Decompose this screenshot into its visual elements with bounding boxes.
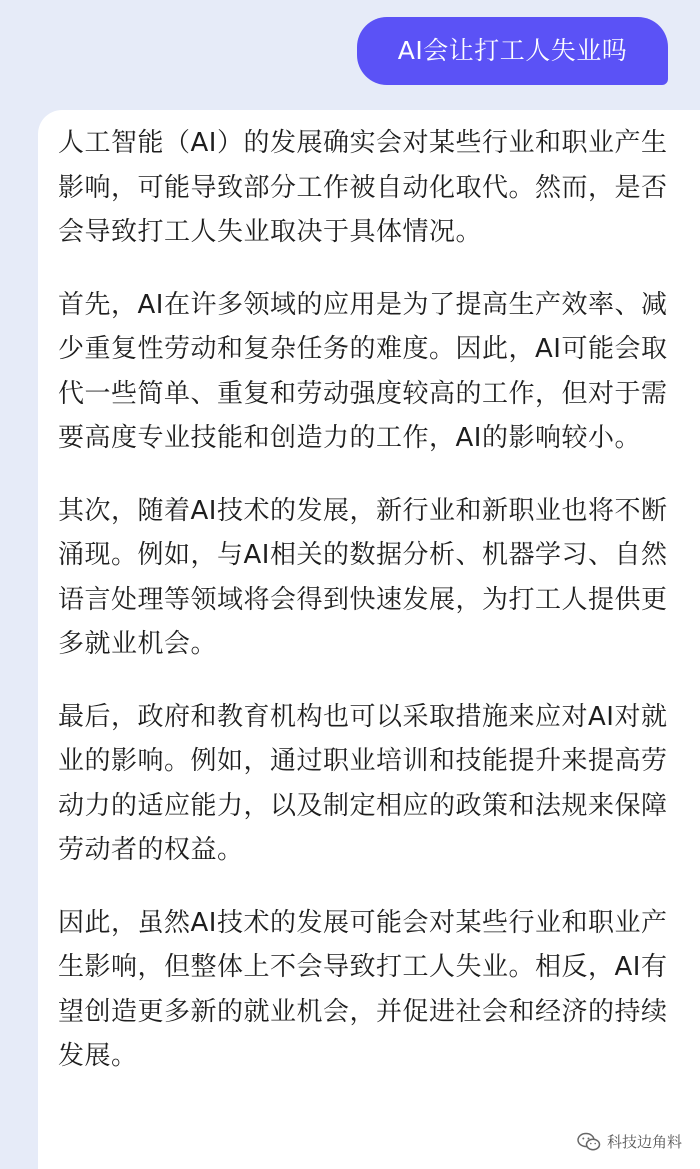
source-watermark-label: 科技边角料 xyxy=(606,1133,682,1151)
user-message-text: AI会让打工人失业吗 xyxy=(397,36,628,65)
reply-paragraph-5: 因此，虽然AI技术的发展可能会对某些行业和职业产生影响，但整体上不会导致打工人失业。相反，AI有望创造更多新的就业机会，并促进社会和经济的持续发展。 xyxy=(58,907,668,1071)
reply-paragraph-2: 首先，AI在许多领域的应用是为了提高生产效率、减少重复性劳动和复杂任务的难度。因此，AI可能会取代一些简单、重复和劳动强度较高的工作，但对于需要高度专业技能和创造力的工作，AI的影响较小。 xyxy=(58,289,668,453)
reply-paragraph-4: 最后，政府和教育机构也可以采取措施来应对AI对就业的影响。例如，通过职业培训和技能提升来提高劳动力的适应能力，以及制定相应的政策和法规来保障劳动者的权益。 xyxy=(58,701,668,865)
assistant-reply-card xyxy=(38,110,700,1169)
wechat-icon xyxy=(577,1132,601,1152)
source-watermark xyxy=(577,1132,682,1152)
reply-paragraph-3: 其次，随着AI技术的发展，新行业和新职业也将不断涌现。例如，与AI相关的数据分析、机器学习、自然语言处理等领域将会得到快速发展，为打工人提供更多就业机会。 xyxy=(58,495,668,659)
user-message-bubble xyxy=(357,17,668,85)
reply-paragraph-1: 人工智能（AI）的发展确实会对某些行业和职业产生影响，可能导致部分工作被自动化取代。然而，是否会导致打工人失业取决于具体情况。 xyxy=(58,128,668,247)
